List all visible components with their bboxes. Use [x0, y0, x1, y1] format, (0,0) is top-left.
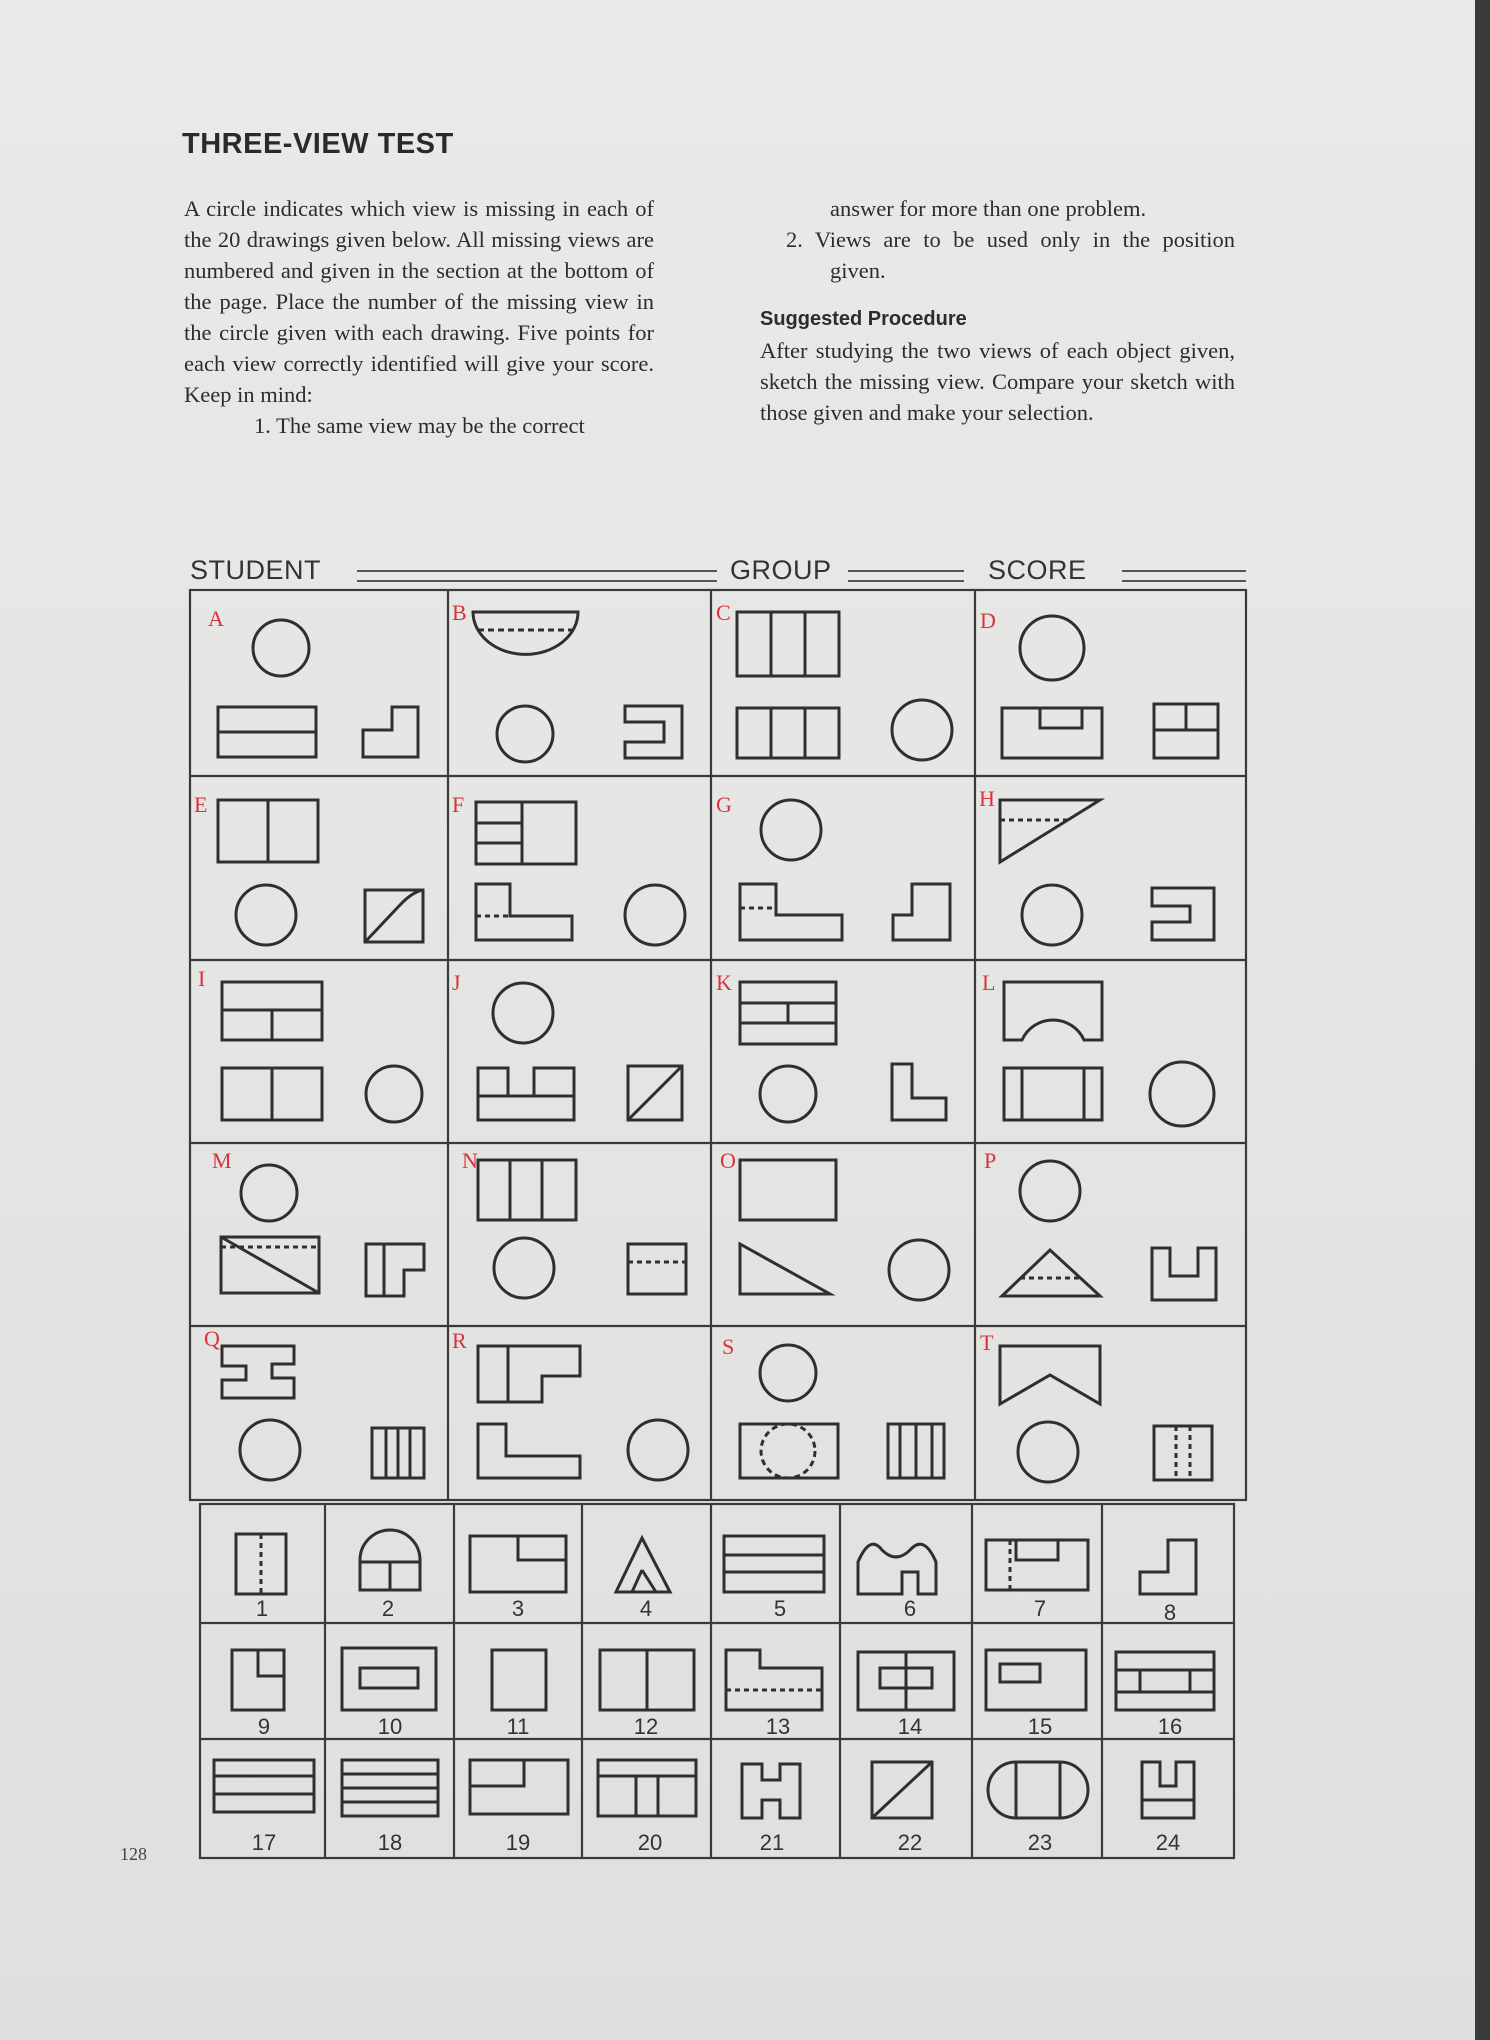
problem-label: N — [462, 1148, 478, 1173]
problem-q-views — [222, 1346, 424, 1480]
answer-number: 16 — [1157, 1714, 1183, 1739]
score-label: SCORE — [988, 555, 1087, 585]
problem-views — [218, 612, 1218, 1482]
answer-view-21 — [742, 1764, 800, 1818]
answer-view-2 — [360, 1530, 420, 1590]
problem-label: H — [979, 786, 995, 811]
answer-number: 15 — [1027, 1714, 1053, 1739]
answer-view-18 — [342, 1760, 438, 1816]
answer-view-8 — [1140, 1540, 1196, 1594]
problem-d-views — [1002, 616, 1218, 758]
answer-view-15 — [986, 1650, 1086, 1710]
problem-label: E — [194, 792, 208, 817]
problem-label: I — [198, 966, 206, 991]
problem-label: F — [452, 792, 465, 817]
page-title: THREE-VIEW TEST — [182, 128, 454, 160]
answer-number: 4 — [639, 1596, 653, 1621]
problem-s-views — [740, 1345, 944, 1478]
answer-number: 2 — [381, 1596, 395, 1621]
problem-label: K — [716, 970, 732, 995]
answer-number: 1 — [255, 1596, 269, 1621]
answer-number: 12 — [633, 1714, 659, 1739]
answer-view-12 — [600, 1650, 694, 1710]
problem-k-views — [740, 982, 946, 1122]
problem-j-views — [478, 983, 682, 1120]
group-label: GROUP — [730, 555, 832, 585]
problem-c-views — [737, 612, 952, 760]
problem-label: A — [208, 606, 224, 631]
problem-label: B — [452, 600, 467, 625]
grid-frame — [190, 590, 1246, 1858]
problem-r-views — [478, 1346, 688, 1480]
answer-view-19 — [470, 1760, 568, 1814]
answer-view-20 — [598, 1760, 696, 1816]
answer-view-7 — [986, 1540, 1088, 1590]
answer-view-3 — [470, 1536, 566, 1592]
answer-view-16 — [1116, 1652, 1214, 1710]
answer-views — [214, 1530, 1214, 1818]
problem-b-views — [473, 612, 682, 762]
answer-view-10 — [342, 1648, 436, 1710]
problem-label: J — [452, 970, 461, 995]
problem-e-views — [218, 800, 423, 945]
problem-m-views — [221, 1165, 424, 1296]
answer-number: 10 — [377, 1714, 403, 1739]
answer-view-4 — [616, 1538, 670, 1592]
answer-view-11 — [492, 1650, 546, 1710]
problem-g-views — [740, 800, 950, 940]
answer-number: 21 — [759, 1830, 785, 1855]
problem-label: D — [980, 608, 996, 633]
problem-a-views — [218, 620, 418, 757]
answer-number: 20 — [637, 1830, 663, 1855]
student-label: STUDENT — [190, 555, 321, 585]
answer-view-17 — [214, 1760, 314, 1812]
answer-view-22 — [872, 1762, 932, 1818]
answer-view-1 — [236, 1534, 286, 1594]
problem-p-views — [1002, 1161, 1216, 1300]
problem-label: Q — [204, 1326, 220, 1351]
answer-number: 5 — [773, 1596, 787, 1621]
answer-view-6 — [858, 1544, 936, 1594]
answer-view-23 — [988, 1762, 1088, 1818]
problem-label: T — [980, 1330, 994, 1355]
problem-label: M — [212, 1148, 232, 1173]
answer-number: 7 — [1033, 1596, 1047, 1621]
page-number: 128 — [120, 1844, 147, 1864]
problem-label: R — [452, 1328, 467, 1353]
answer-number: 13 — [765, 1714, 791, 1739]
answer-number: 17 — [251, 1830, 277, 1855]
answer-number: 9 — [257, 1714, 271, 1739]
problem-t-views — [1000, 1346, 1212, 1482]
answer-number: 11 — [506, 1714, 530, 1739]
procedure-title: Suggested Procedure — [760, 308, 967, 330]
answer-number: 22 — [897, 1830, 923, 1855]
answer-number: 23 — [1027, 1830, 1053, 1855]
problem-label: G — [716, 792, 732, 817]
answer-number: 14 — [897, 1714, 923, 1739]
rule-2: 2. Views are to be used only in the position given. — [786, 227, 1235, 283]
problem-o-views — [740, 1160, 949, 1300]
answer-view-14 — [858, 1652, 954, 1710]
problem-h-views — [1000, 800, 1214, 945]
problem-label: P — [984, 1148, 997, 1173]
problem-i-views — [222, 982, 422, 1122]
problem-label: S — [722, 1334, 735, 1359]
problem-label: C — [716, 600, 731, 625]
rule-1-start: 1. The same view may be the correct — [254, 413, 585, 438]
answer-number: 8 — [1163, 1600, 1177, 1625]
answer-view-13 — [726, 1650, 822, 1710]
procedure-text: After studying the two views of each object given, sketch the missing view. Compare your sketch with those given and make your selection. — [760, 338, 1235, 425]
answer-number: 18 — [377, 1830, 403, 1855]
answer-number: 3 — [511, 1596, 525, 1621]
answer-view-24 — [1142, 1762, 1194, 1818]
intro-text: A circle indicates which view is missing in each of the 20 drawings given below. All missing views are numbered and given in the section at the bottom of the page. Place the number of the missing view in the circle given with each drawing. Five points for each view correctly identified will give your score. Keep in mind: — [184, 196, 654, 407]
rule-1-end: answer for more than one problem. — [830, 196, 1147, 221]
problem-label: L — [982, 970, 996, 995]
answer-view-9 — [232, 1650, 284, 1710]
problem-n-views — [478, 1160, 686, 1298]
problem-label: O — [720, 1148, 736, 1173]
problem-labels — [194, 600, 996, 1359]
problem-f-views — [476, 802, 685, 945]
answer-view-5 — [724, 1536, 824, 1592]
answer-number: 6 — [903, 1596, 917, 1621]
answer-number: 19 — [505, 1830, 531, 1855]
problem-l-views — [1004, 982, 1214, 1126]
answer-number: 24 — [1155, 1830, 1181, 1855]
